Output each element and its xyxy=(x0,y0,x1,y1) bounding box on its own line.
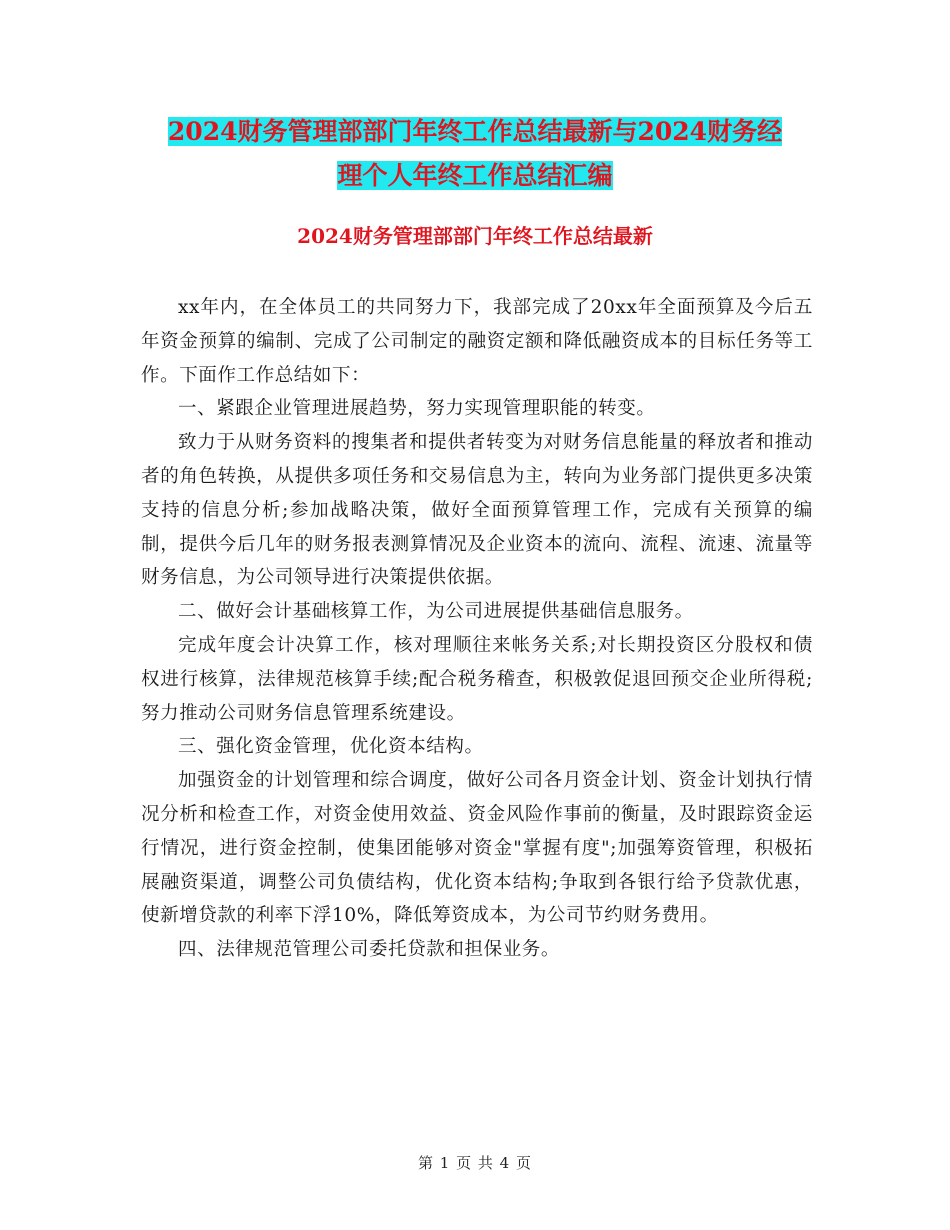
heading-item-1: 一、紧跟企业管理进展趋势，努力实现管理职能的转变。 xyxy=(178,398,656,420)
paragraph-intro: xx年内，在全体员工的共同努力下，我部完成了20xx年全面预算及今后五年资金预算的编制、完成了公司制定的融资定额和降低融资成本的目标任务等工作。下面作工作总结如下： xyxy=(141,297,813,386)
heading-item-3: 三、强化资金管理，优化资本结构。 xyxy=(178,736,484,758)
paragraph-item-1: 致力于从财务资料的搜集者和提供者转变为对财务信息能量的释放者和推动者的角色转换，从提供多项任务和交易信息为主，转向为业务部门提供更多决策支持的信息分析;参加战略决策，做好全面预算管理工作，完成有关预算的编制，提供今后几年的财务报表测算情况及企业资本的流向、流程、流速、流量等财务信息，为公司领导进行决策提供依据。 xyxy=(141,432,813,589)
document-title-line-2: 理个人年终工作总结汇编 xyxy=(337,161,613,190)
document-title xyxy=(140,110,810,198)
section-title: 2024财务管理部部门年终工作总结最新 xyxy=(297,224,653,248)
paragraph-item-3: 加强资金的计划管理和综合调度，做好公司各月资金计划、资金计划执行情况分析和检查工作，对资金使用效益、资金风险作事前的衡量，及时跟踪资金运行情况，进行资金控制，使集团能够对资金"掌握有度";加强筹资管理，积极拓展融资渠道，调整公司负债结构，优化资本结构;争取到各银行给予贷款优惠，使新增贷款的利率下浮10%，降低筹资成本，为公司节约财务费用。 xyxy=(141,770,813,927)
page-footer: 第 1 页 共 4 页 xyxy=(418,1154,532,1172)
heading-item-2: 二、做好会计基础核算工作，为公司进展提供基础信息服务。 xyxy=(178,601,694,623)
document-title-line-1: 2024财务管理部部门年终工作总结最新与2024财务经 xyxy=(167,117,783,146)
heading-item-4: 四、法律规范管理公司委托贷款和担保业务。 xyxy=(178,939,561,961)
paragraph-item-2: 完成年度会计决算工作，核对理顺往来帐务关系;对长期投资区分股权和债权进行核算，法律规范核算手续;配合税务稽查，积极敦促退回预交企业所得税;努力推动公司财务信息管理系统建设。 xyxy=(141,634,813,724)
document-body xyxy=(141,291,813,967)
